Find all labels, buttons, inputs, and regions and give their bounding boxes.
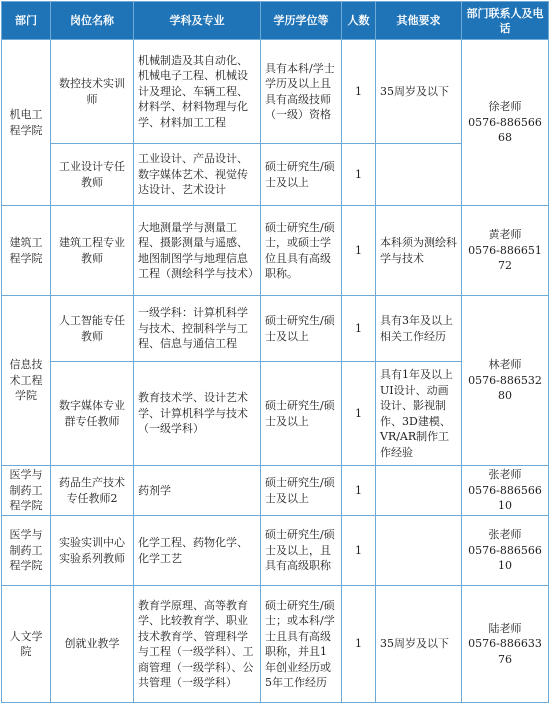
position-title: 数控技术实训师 xyxy=(51,40,134,144)
count-cell: 1 xyxy=(342,362,376,466)
majors-cell: 一级学科：计算机科学与技术、控制科学与工程、信息与通信工程 xyxy=(134,296,261,362)
majors-cell: 工业设计、产品设计、数字媒体艺术、视觉传达设计、艺术设计 xyxy=(134,144,261,206)
contact-phone: 0576-88656610 xyxy=(468,483,542,513)
contact-name: 林老师 xyxy=(488,358,522,372)
header-other: 其他要求 xyxy=(376,2,462,40)
department-cell: 医学与制药工程学院 xyxy=(2,516,51,586)
count-cell: 1 xyxy=(342,144,376,206)
count-cell: 1 xyxy=(342,40,376,144)
recruitment-table xyxy=(1,1,549,703)
table-row xyxy=(2,586,549,703)
other-requirements-cell xyxy=(376,466,462,516)
table-row xyxy=(2,206,549,296)
contact-cell xyxy=(462,40,549,206)
degree-cell: 硕士研究生/硕士及以上 xyxy=(261,296,342,362)
position-title: 创就业教学 xyxy=(51,586,134,703)
degree-cell: 硕士研究生/硕士；或本科/学士且具有高级职称，并且1年创业经历或5年工作经历 xyxy=(261,586,342,703)
count-cell: 1 xyxy=(342,466,376,516)
other-requirements-cell: 35周岁及以下 xyxy=(376,40,462,144)
degree-cell: 硕士研究生/硕士及以上，且具有高级职称 xyxy=(261,516,342,586)
table-row xyxy=(2,466,549,516)
contact-phone: 0576-88656610 xyxy=(468,543,542,573)
header-degree: 学历学位等 xyxy=(261,2,342,40)
degree-cell: 具有本科/学士学历及以上且具有高级技师（一级）资格 xyxy=(261,40,342,144)
count-cell: 1 xyxy=(342,586,376,703)
contact-name: 黄老师 xyxy=(488,228,522,242)
contact-name: 徐老师 xyxy=(488,100,522,114)
header-department: 部门 xyxy=(2,2,51,40)
contact-cell xyxy=(462,296,549,466)
count-cell: 1 xyxy=(342,206,376,296)
other-requirements-cell xyxy=(376,144,462,206)
department-cell: 信息技术工程学院 xyxy=(2,296,51,466)
department-cell: 建筑工程学院 xyxy=(2,206,51,296)
department-cell: 机电工程学院 xyxy=(2,40,51,206)
position-title: 数字媒体专业群专任教师 xyxy=(51,362,134,466)
position-title: 工业设计专任教师 xyxy=(51,144,134,206)
majors-cell: 机械制造及其自动化、机械电子工程、机械设计及理论、车辆工程、材料学、材料物理与化学、材料加工工程 xyxy=(134,40,261,144)
header-count: 人数 xyxy=(342,2,376,40)
contact-cell xyxy=(462,516,549,586)
contact-cell xyxy=(462,466,549,516)
contact-phone: 0576-88656668 xyxy=(468,115,542,145)
contact-phone: 0576-88653280 xyxy=(468,373,542,403)
degree-cell: 硕士研究生/硕士及以上 xyxy=(261,144,342,206)
contact-cell xyxy=(462,586,549,703)
majors-cell: 大地测量学与测量工程、摄影测量与遥感、地图制图学与地理信息工程（测绘科学与技术） xyxy=(134,206,261,296)
contact-phone: 0576-88663376 xyxy=(468,637,542,666)
table-header-row xyxy=(2,2,549,40)
position-title: 建筑工程专业教师 xyxy=(51,206,134,296)
degree-cell: 硕士研究生/硕士，或硕士学位且具有高级职称。 xyxy=(261,206,342,296)
table-row xyxy=(2,296,549,362)
contact-name: 张老师 xyxy=(488,468,522,482)
count-cell: 1 xyxy=(342,296,376,362)
majors-cell: 药剂学 xyxy=(134,466,261,516)
degree-cell: 硕士研究生/硕士及以上 xyxy=(261,466,342,516)
count-cell: 1 xyxy=(342,516,376,586)
other-requirements-cell xyxy=(376,516,462,586)
degree-cell: 硕士研究生/硕士及以上 xyxy=(261,362,342,466)
other-requirements-cell: 35周岁及以下 xyxy=(376,586,462,703)
department-cell: 医学与制药工程学院 xyxy=(2,466,51,516)
contact-phone: 0576-88665172 xyxy=(468,243,542,273)
position-title: 药品生产技术专任教师2 xyxy=(51,466,134,516)
table-row xyxy=(2,40,549,144)
majors-cell: 教育学原理、高等教育学、比较教育学、职业技术教育学、管理科学与工程（一级学科）、工商管理（一级学科）、公共管理（一级学科） xyxy=(134,586,261,703)
contact-name: 张老师 xyxy=(488,528,522,542)
contact-cell xyxy=(462,206,549,296)
other-requirements-cell: 具有3年及以上相关工作经历 xyxy=(376,296,462,362)
department-cell: 人文学院 xyxy=(2,586,51,703)
other-requirements-cell: 具有1年及以上UI设计、动画设计、影视制作、3D建模、VR/AR制作工作经验 xyxy=(376,362,462,466)
table-row xyxy=(2,516,549,586)
other-requirements-cell: 本科须为测绘科学与技术 xyxy=(376,206,462,296)
contact-name: 陆老师 xyxy=(488,621,522,635)
header-contact: 部门联系人及电话 xyxy=(462,2,549,40)
majors-cell: 教育技术学、设计艺术学、计算机科学与技术（一级学科） xyxy=(134,362,261,466)
header-position: 岗位名称 xyxy=(51,2,134,40)
position-title: 人工智能专任教师 xyxy=(51,296,134,362)
majors-cell: 化学工程、药物化学、化学工艺 xyxy=(134,516,261,586)
header-majors: 学科及专业 xyxy=(134,2,261,40)
position-title: 实验实训中心实验系列教师 xyxy=(51,516,134,586)
